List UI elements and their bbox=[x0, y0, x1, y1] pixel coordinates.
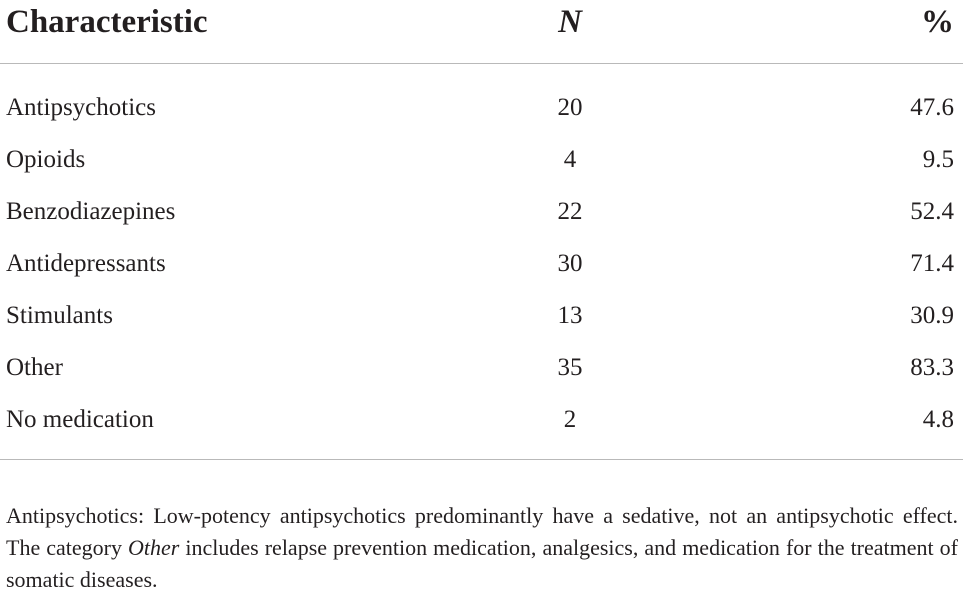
cell-characteristic: Stimulants bbox=[6, 302, 113, 329]
cell-percent: 83.3 bbox=[910, 354, 954, 381]
footnote-text-continued: includes relapse prevention medication, analgesics, and medication for the treatment of somatic diseases. bbox=[6, 535, 958, 592]
cell-n: 35 bbox=[557, 354, 583, 381]
footnote-italic-term: Other bbox=[128, 535, 180, 560]
cell-n: 30 bbox=[557, 250, 583, 277]
header-n: N bbox=[558, 4, 582, 40]
cell-percent: 30.9 bbox=[910, 302, 954, 329]
cell-n: 22 bbox=[557, 198, 583, 225]
cell-n: 2 bbox=[563, 406, 577, 433]
table-row bbox=[0, 345, 963, 397]
cell-percent: 71.4 bbox=[910, 250, 954, 277]
table-row bbox=[0, 293, 963, 345]
cell-characteristic: Antipsychotics bbox=[6, 94, 156, 121]
table-row bbox=[0, 397, 963, 449]
footnote-text: Antipsychotics: Low-potency antipsychotics predominantly have a sedative, not an antipsychotic effect. The category bbox=[6, 503, 958, 560]
cell-percent: 4.8 bbox=[922, 406, 954, 433]
table-row bbox=[0, 85, 963, 137]
cell-percent: 9.5 bbox=[922, 146, 954, 173]
table-row bbox=[0, 137, 963, 189]
cell-n: 4 bbox=[563, 146, 577, 173]
header-percent: % bbox=[921, 4, 954, 40]
cell-n: 20 bbox=[557, 94, 583, 121]
table-row bbox=[0, 241, 963, 293]
cell-characteristic: Antidepressants bbox=[6, 250, 166, 277]
table-body bbox=[0, 64, 963, 460]
table-header-row bbox=[0, 0, 963, 64]
cell-characteristic: Other bbox=[6, 354, 63, 381]
cell-characteristic: Benzodiazepines bbox=[6, 198, 176, 225]
table-row bbox=[0, 189, 963, 241]
cell-percent: 52.4 bbox=[910, 198, 954, 225]
cell-percent: 47.6 bbox=[910, 94, 954, 121]
cell-characteristic: No medication bbox=[6, 406, 154, 433]
table-footnote bbox=[6, 500, 958, 596]
header-characteristic: Characteristic bbox=[6, 4, 208, 40]
cell-characteristic: Opioids bbox=[6, 146, 86, 173]
cell-n: 13 bbox=[557, 302, 583, 329]
